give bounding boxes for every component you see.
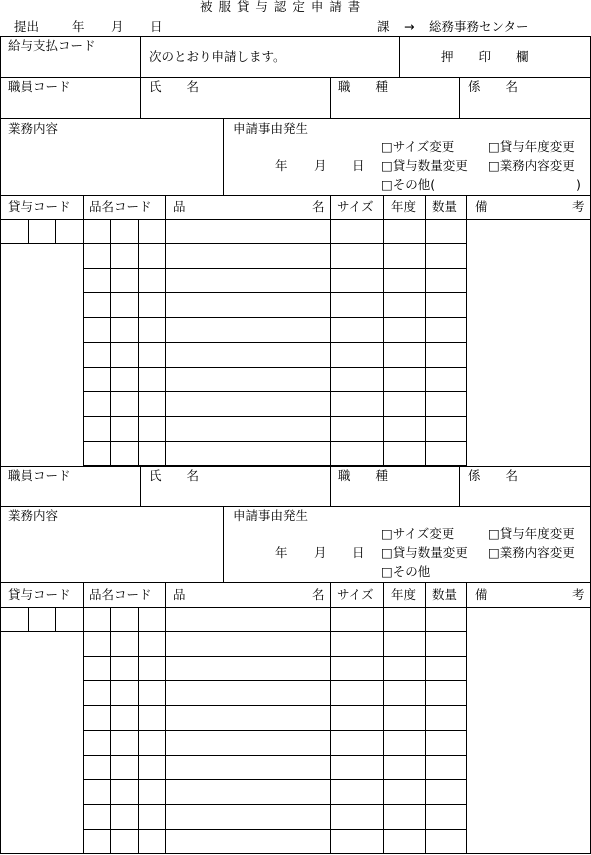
item-name-header-right: 名 [312, 587, 325, 602]
option-year-change[interactable]: □貸与年度変更 [488, 526, 575, 541]
occurrence-year-label: 年 [275, 158, 288, 173]
year-header: 年度 [391, 587, 417, 602]
size-header: サイズ [337, 587, 374, 602]
occurrence-day-label: 日 [352, 158, 365, 173]
h-rule [83, 317, 467, 318]
occurrence-day-label: 日 [352, 545, 365, 560]
job-type-field[interactable] [331, 483, 459, 506]
job-type-field[interactable] [331, 94, 459, 118]
apply-statement: 次のとおり申請します。 [149, 49, 286, 64]
section-name-label: 係 名 [468, 468, 519, 483]
h-rule [83, 730, 467, 731]
h-rule [83, 292, 467, 293]
submit-label: 提出 [14, 19, 40, 34]
option-other[interactable]: □その他( [381, 177, 436, 192]
job-type-label: 職 種 [338, 468, 389, 483]
v-rule [466, 195, 467, 467]
h-rule [83, 268, 467, 269]
option-size-change[interactable]: □サイズ変更 [381, 139, 455, 154]
v-rule [383, 582, 384, 854]
h-rule [83, 367, 467, 368]
v-rule [425, 582, 426, 854]
occurrence-label: 申請事由発生 [233, 121, 309, 136]
payroll-code-label: 給与支払コード [8, 38, 96, 53]
h-rule [0, 466, 591, 467]
name-label: 氏 名 [149, 79, 200, 94]
name-field[interactable] [141, 94, 330, 118]
h-rule [0, 77, 591, 78]
v-rule [83, 582, 84, 854]
v-rule [383, 195, 384, 467]
occurrence-year-label: 年 [275, 545, 288, 560]
remarks-header-right: 考 [572, 587, 585, 602]
option-quantity-change[interactable]: □貸与数量変更 [381, 545, 468, 560]
staff-code-field[interactable] [1, 94, 140, 118]
v-rule [165, 582, 166, 608]
occurrence-label: 申請事由発生 [233, 508, 309, 523]
item-name-header-left: 品 [173, 199, 186, 214]
v-rule [330, 195, 331, 467]
option-size-change[interactable]: □サイズ変更 [381, 526, 455, 541]
submit-month-label: 月 [111, 19, 124, 34]
v-rule [399, 36, 400, 78]
form-title: 被 服 貸 与 認 定 申 請 書 [200, 0, 362, 14]
h-rule [0, 582, 591, 583]
h-rule [83, 779, 467, 780]
v-rule [138, 219, 139, 467]
v-rule [110, 219, 111, 467]
v-rule [165, 219, 166, 467]
remarks-header-left: 備 [475, 587, 488, 602]
item-name-header-right: 名 [312, 199, 325, 214]
section-name-label: 係 名 [468, 79, 519, 94]
quantity-header: 数量 [432, 199, 458, 214]
seal-label: 押 印 欄 [441, 49, 529, 64]
item-code-header: 品名コード [89, 199, 152, 214]
h-rule [83, 656, 467, 657]
work-content-label: 業務内容 [8, 508, 59, 523]
v-rule [223, 118, 224, 196]
frame-bottom [0, 853, 591, 854]
h-rule [83, 705, 467, 706]
arrow-icon: → [404, 19, 415, 34]
h-rule [83, 391, 467, 392]
v-rule [28, 607, 29, 632]
h-rule [0, 118, 591, 119]
v-rule [330, 582, 331, 854]
v-rule [425, 195, 426, 467]
staff-code-field[interactable] [1, 483, 140, 506]
v-rule [28, 219, 29, 244]
option-other-close: ) [576, 177, 581, 192]
loan-code-header: 貸与コード [8, 587, 71, 602]
v-rule [466, 582, 467, 854]
occurrence-month-label: 月 [314, 545, 327, 560]
h-rule [0, 631, 84, 632]
h-rule [83, 680, 467, 681]
dept-label: 課 [377, 19, 390, 34]
h-rule [83, 829, 467, 830]
v-rule [55, 607, 56, 632]
h-rule [0, 607, 591, 608]
staff-code-label: 職員コード [8, 468, 71, 483]
remarks-header-left: 備 [475, 199, 488, 214]
option-year-change[interactable]: □貸与年度変更 [488, 139, 575, 154]
recipient-name: 総務事務センター [429, 19, 529, 34]
h-rule [0, 219, 591, 220]
name-label: 氏 名 [149, 468, 200, 483]
item-name-header-left: 品 [173, 587, 186, 602]
option-other[interactable]: □その他 [381, 564, 431, 579]
staff-code-label: 職員コード [8, 79, 71, 94]
quantity-header: 数量 [432, 587, 458, 602]
job-type-label: 職 種 [338, 79, 389, 94]
option-work-change[interactable]: □業務内容変更 [488, 158, 575, 173]
h-rule [83, 441, 467, 442]
size-header: サイズ [337, 199, 374, 214]
work-content-field[interactable] [1, 524, 223, 581]
loan-code-header: 貸与コード [8, 199, 71, 214]
remarks-header-right: 考 [572, 199, 585, 214]
work-content-field[interactable] [1, 137, 223, 194]
work-content-label: 業務内容 [8, 121, 59, 136]
h-rule [83, 631, 467, 632]
h-rule [83, 755, 467, 756]
item-code-header: 品名コード [89, 587, 152, 602]
frame-top [0, 36, 591, 37]
v-rule [223, 506, 224, 583]
submit-day-label: 日 [150, 19, 163, 34]
h-rule [83, 243, 467, 244]
option-work-change[interactable]: □業務内容変更 [488, 545, 575, 560]
v-rule [83, 195, 84, 467]
submit-year-label: 年 [72, 19, 85, 34]
h-rule [0, 506, 591, 507]
h-rule [83, 804, 467, 805]
option-quantity-change[interactable]: □貸与数量変更 [381, 158, 468, 173]
section-name-field[interactable] [460, 94, 589, 118]
name-field[interactable] [141, 483, 330, 506]
h-rule [83, 416, 467, 417]
section-name-field[interactable] [460, 483, 589, 506]
occurrence-month-label: 月 [314, 158, 327, 173]
v-rule [165, 195, 166, 220]
v-rule [55, 219, 56, 244]
year-header: 年度 [391, 199, 417, 214]
h-rule [83, 342, 467, 343]
h-rule [0, 243, 84, 244]
h-rule [0, 195, 591, 196]
